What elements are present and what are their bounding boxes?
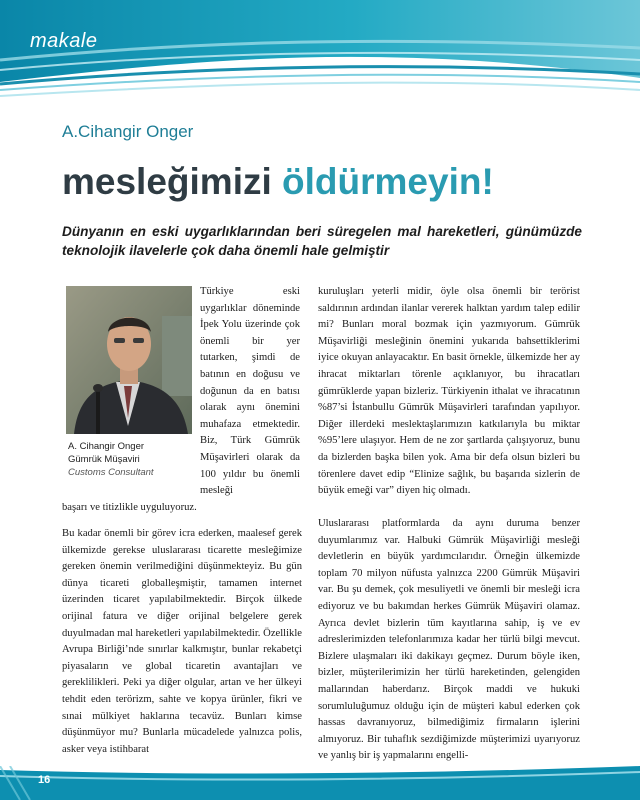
author-name: A.Cihangir Onger xyxy=(62,122,194,141)
article-title-part2: öldürmeyin! xyxy=(282,161,494,202)
body-paragraph-left: Bu kadar önemli bir görev icra ederken, maalesef gerek ülkemizde gerekse uluslararası ticarette mesleğimize gereken önemin verilmediğini düşünmekteyiz. Bu gün dünya ticareti globalleşmiştir, tamamen internet üzerinden ticaret yapılabilmektedir. Birçok ülkede orijinal fatura ve diğer orijinal belgelere gerek duyulmadan mal hareketleri yapılabilmektedir. Özellikle Avrupa Birliği’nde sınırlar kalkmıştır, bunlar rekabetçi piyasaların ve global ticaretin avantajları ve gereklilikleri. Peki ya diğer olgular, artan ve her ülkeyi tehdit eden terörizm, sahte ve kopya ürünler, fikri ve sınai mülkiyet haklarına tecavüz. Bunları kimse düşünmüyor mu? Bunlarla mücadelede yalnızca polis, asker veya istihbarat xyxy=(62,528,302,755)
author-photo xyxy=(66,286,192,434)
article-lead: Dünyanın en eski uygarlıklarından beri süregelen mal hareketleri, günümüzde teknolojik ilavelerle çok daha önemli hale gelmiştir xyxy=(62,224,582,258)
article-title-part1: mesleğimizi xyxy=(62,161,272,202)
intro-paragraph: Türkiye eski uygarlıklar döneminde İpek Yolu üzerinde çok önemli bir yer tutarken, şimdi de batının en doğusu ve doğunun da en batısı olarak aynı önemini muhafaza etmektedir. Biz, Türk Gümrük Müşavirleri olarak da 100 yıldır bu önemli mesleği xyxy=(200,286,300,497)
body-paragraph-right-2: Uluslararası platformlarda da aynı duruma benzer duyumlarımız var. Halbuki Gümrük Müşavirliği mesleği devletlerin en büyük yardımcılarıdır. Örneğin ülkemizde toplam 70 milyon nüfusta yalnızca 2200 Gümrük Müşaviri var. Bu şu demek, çok mesuliyetli ve önemli bir mesleği icra ediyoruz ve bu bakımdan herkes Gümrük Müşaviri olamaz. Ayrıca devlet bizlerin tüm kayıtlarına sahip, iş ve ev adreslerimizden telefonlarımıza kadar her türlü bilgi mevcut. Bizlere ulaşmaları iki dakikayı geçmez. Durum böyle iken, bizler, müşterilerimizin her türlü hareketinden, gelengiden mallarından haberdarız. Birçok maddi ve hukuki sorumluluğumuz olduğu için de müşteri kabul ederken çok hassas davranıyoruz, bilmediğimiz firmaların işlerini almıyoruz. Bir tuhaflık sezdiğimizde müşterimizi uyarıyoruz ve yanlış bir iş yapmalarını engelli- xyxy=(318,518,580,762)
footer-wave-graphic xyxy=(0,766,640,800)
page-number: 16 xyxy=(38,774,51,786)
caption-role-en: Customs Consultant xyxy=(68,467,154,478)
caption-name: A. Cihangir Onger xyxy=(68,441,145,452)
photo-caption xyxy=(68,440,154,479)
section-label: makale xyxy=(30,30,98,52)
article-title xyxy=(62,160,494,204)
footer-banner xyxy=(0,766,640,800)
caption-role: Gümrük Müşaviri xyxy=(68,454,140,465)
body-paragraph-right-1: kuruluşları yeterli midir, öyle olsa önemli bir terörist saldırının ardından ilanlar vererek halktan yardım talep edilir mi? Bunları moral bozmak için yazmıyorum. Gümrük Müşavirliği mesleğinin önemini yukarıda bahsettiklerimi iyice okuyan anlayacaktır. En basit örnekle, ülkemizde her ay ihracat miktarları törenle açıklanıyor, bu ihracatları gümrüklerde yapan bizleriz. Türkiyenin ithalat ve ihracatının %87’si İstanbullu Gümrük Müşavirleri tarafından yapılıyor. Diğer illerdeki meslektaşlarımızın katkılarıyla bu miktar %95’lere ulaşıyor. Hem de ne zor şartlarda çalışıyoruz, bunu da bizlerden başka bilen yok. Ama bir defa olsun bizleri bu törenlere davet edip “Elinize sağlık, bu başarıda sizlerin de büyük emeği var” diyen hiç olmadı. xyxy=(318,286,580,497)
intro-paragraph-tail: başarı ve titizlikle uyguluyoruz. xyxy=(62,502,197,513)
